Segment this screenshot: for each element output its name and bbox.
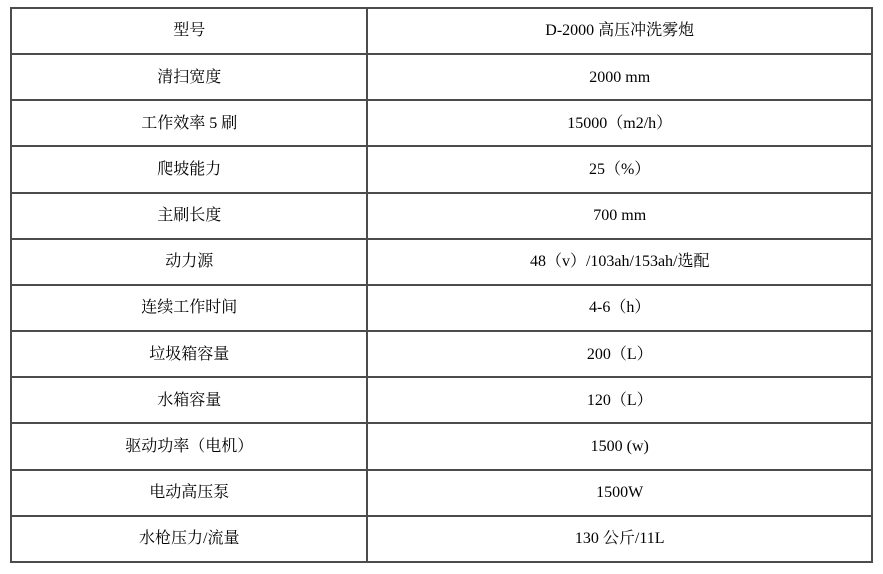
spec-value-cell: 15000（m2/h） bbox=[367, 100, 872, 146]
spec-value-cell: 1500W bbox=[367, 470, 872, 516]
table-row bbox=[11, 516, 872, 562]
spec-value-cell: 48（v）/103ah/153ah/选配 bbox=[367, 239, 872, 285]
spec-value-cell: D-2000 高压冲洗雾炮 bbox=[367, 8, 872, 54]
spec-table bbox=[10, 7, 873, 563]
table-row bbox=[11, 193, 872, 239]
spec-label-cell: 驱动功率（电机） bbox=[11, 423, 367, 469]
spec-label-cell: 电动高压泵 bbox=[11, 470, 367, 516]
spec-label-cell: 垃圾箱容量 bbox=[11, 331, 367, 377]
spec-label-cell: 水箱容量 bbox=[11, 377, 367, 423]
spec-label-cell: 水枪压力/流量 bbox=[11, 516, 367, 562]
table-row bbox=[11, 239, 872, 285]
spec-label-cell: 工作效率 5 刷 bbox=[11, 100, 367, 146]
spec-value-cell: 4-6（h） bbox=[367, 285, 872, 331]
spec-label-cell: 型号 bbox=[11, 8, 367, 54]
table-row bbox=[11, 470, 872, 516]
table-row bbox=[11, 377, 872, 423]
spec-value-cell: 25（%） bbox=[367, 146, 872, 192]
table-row bbox=[11, 423, 872, 469]
spec-value-cell: 200（L） bbox=[367, 331, 872, 377]
spec-label-cell: 动力源 bbox=[11, 239, 367, 285]
spec-label-cell: 爬坡能力 bbox=[11, 146, 367, 192]
table-row bbox=[11, 54, 872, 100]
spec-label-cell: 清扫宽度 bbox=[11, 54, 367, 100]
spec-value-cell: 2000 mm bbox=[367, 54, 872, 100]
table-row bbox=[11, 285, 872, 331]
table-row bbox=[11, 100, 872, 146]
spec-label-cell: 连续工作时间 bbox=[11, 285, 367, 331]
table-row bbox=[11, 8, 872, 54]
table-row bbox=[11, 331, 872, 377]
spec-value-cell: 130 公斤/11L bbox=[367, 516, 872, 562]
spec-table-body bbox=[11, 8, 872, 562]
spec-value-cell: 1500 (w) bbox=[367, 423, 872, 469]
spec-value-cell: 120（L） bbox=[367, 377, 872, 423]
table-row bbox=[11, 146, 872, 192]
spec-value-cell: 700 mm bbox=[367, 193, 872, 239]
spec-label-cell: 主刷长度 bbox=[11, 193, 367, 239]
